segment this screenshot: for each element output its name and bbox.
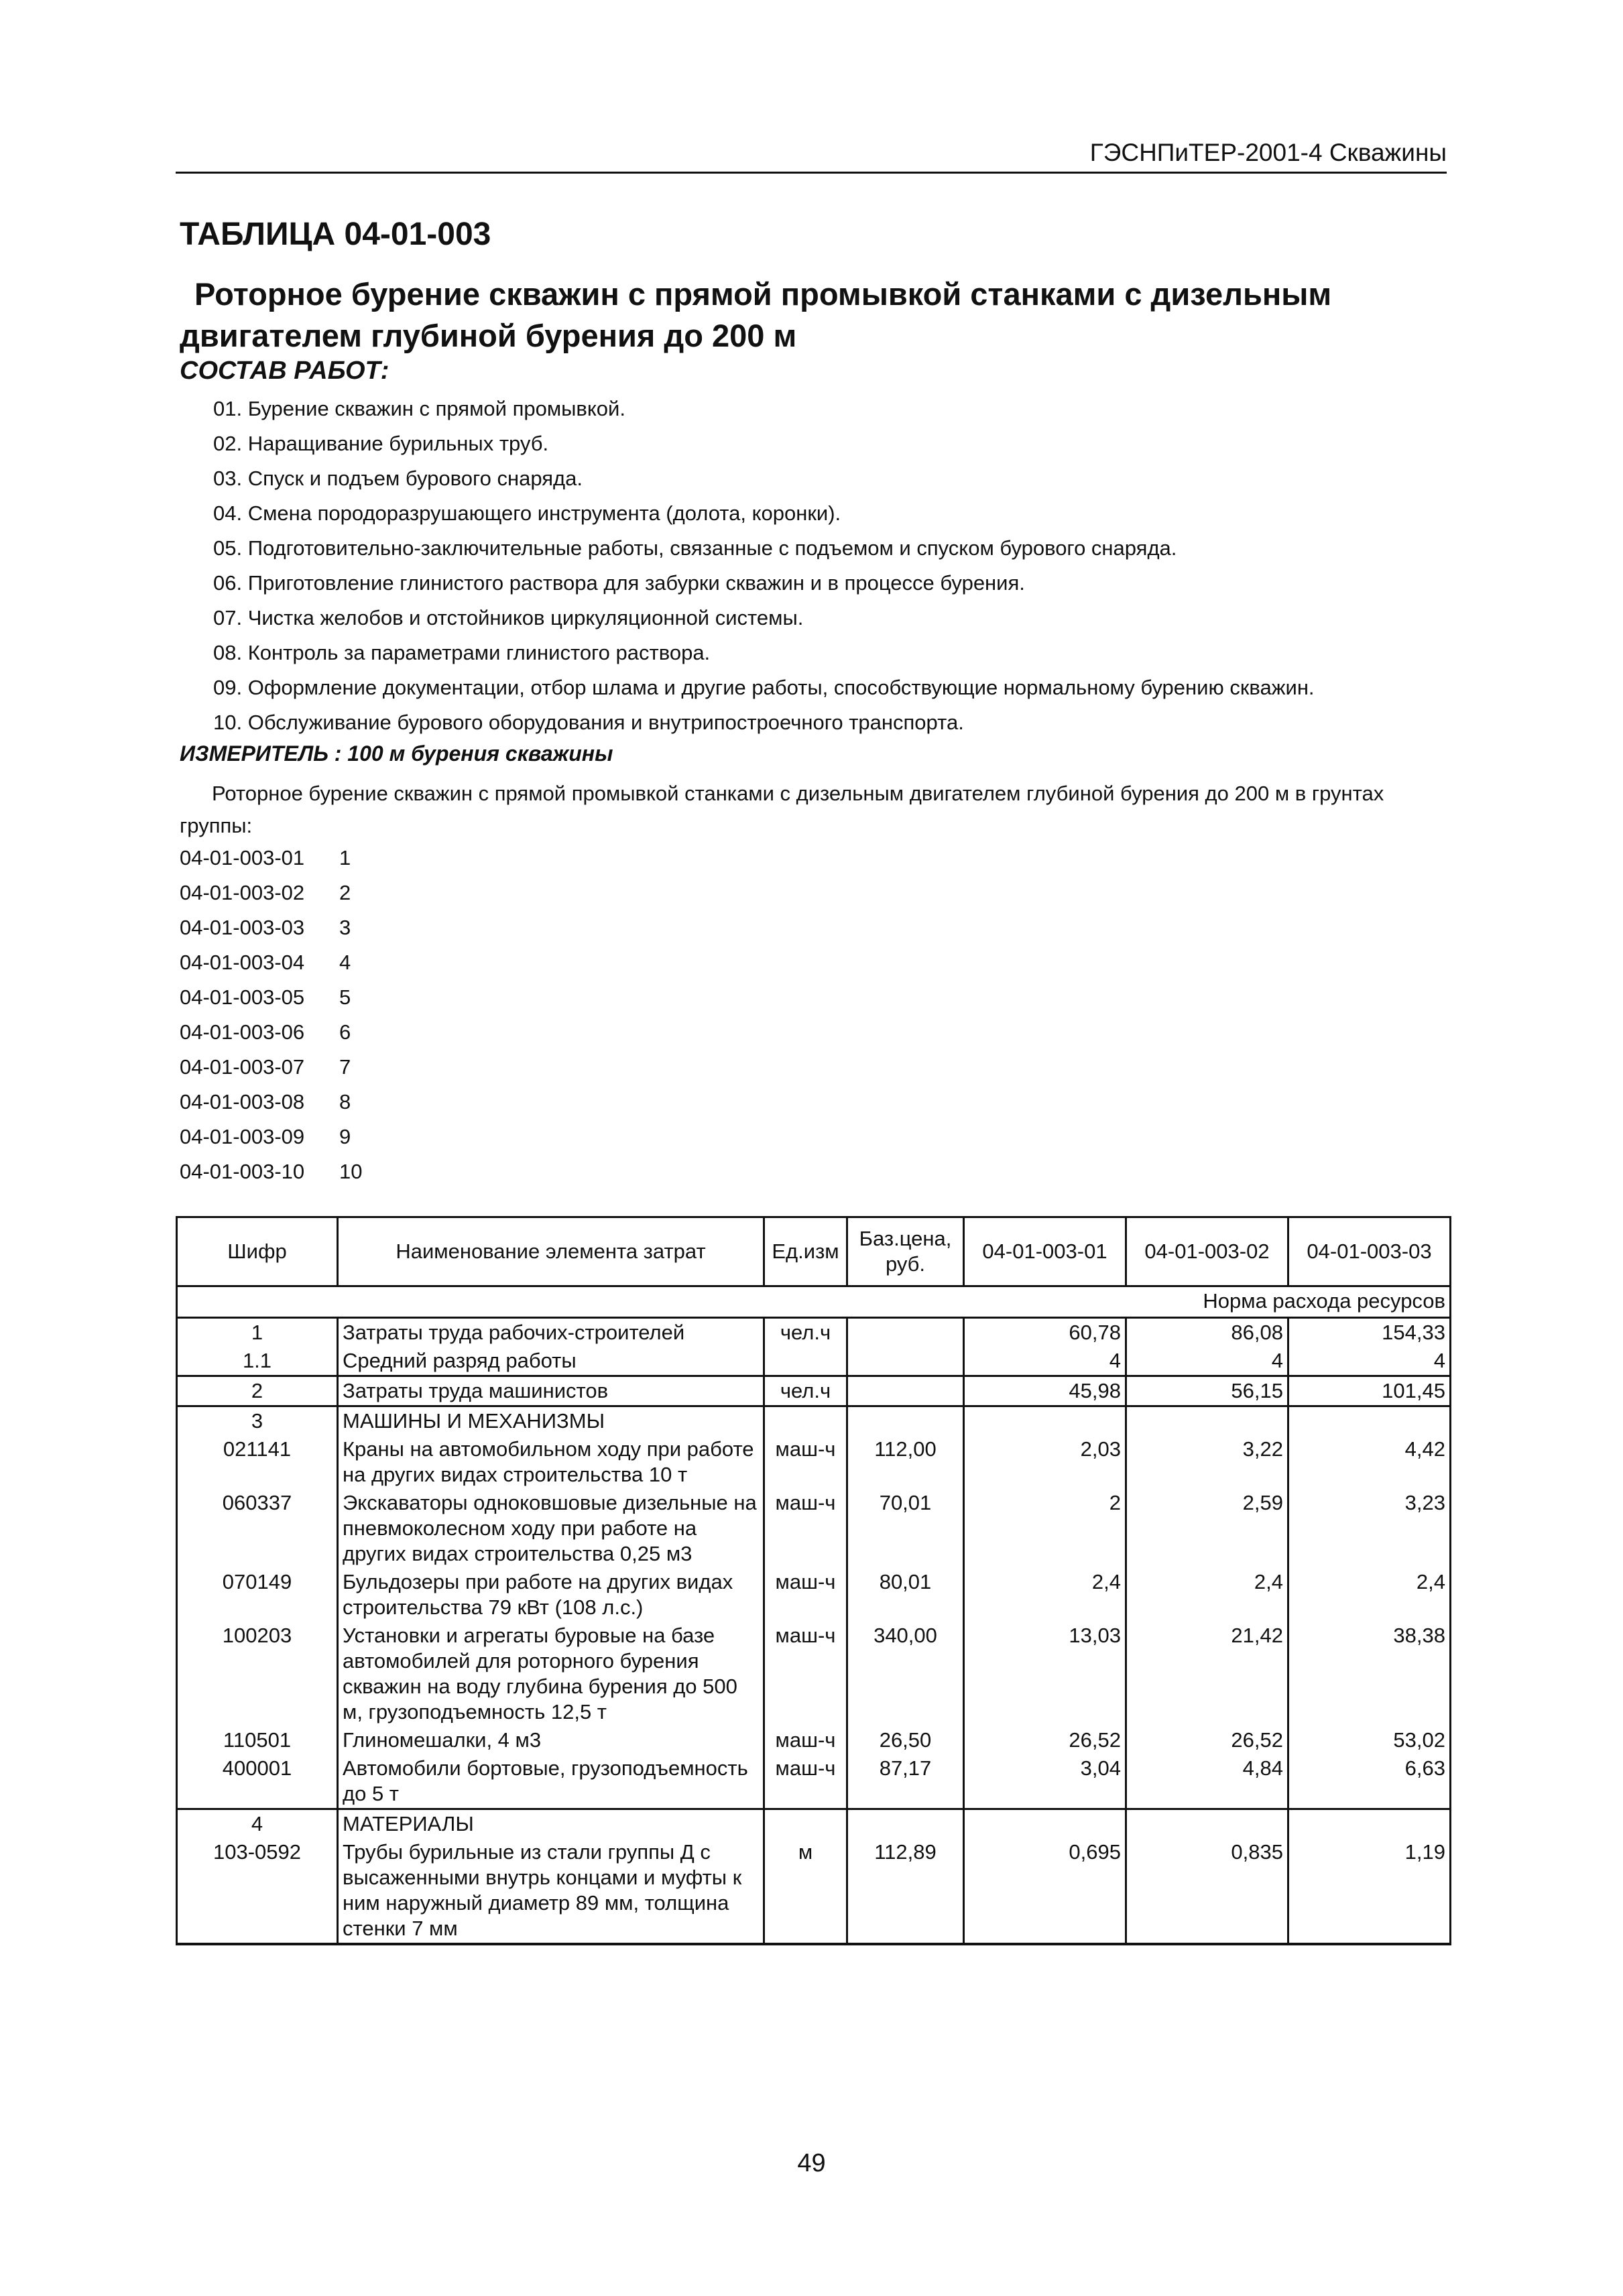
cell-value-03: 1,19 [1288, 1838, 1451, 1944]
group-code: 04-01-003-09 [180, 1125, 305, 1148]
cell-name: Бульдозеры при работе на других видах строительства 79 кВт (108 л.с.) [338, 1568, 764, 1622]
cell-price [847, 1376, 964, 1406]
header-price: Баз.цена, руб. [847, 1217, 964, 1286]
group-row [180, 1015, 362, 1050]
cell-value-03 [1288, 1809, 1451, 1839]
group-number: 2 [339, 881, 351, 904]
cell-name: Краны на автомобильном ходу при работе на других видах строительства 10 т [338, 1435, 764, 1489]
cell-value-02: 3,22 [1126, 1435, 1288, 1489]
cell-unit: маш-ч [764, 1622, 847, 1726]
table-row [177, 1568, 1451, 1622]
meter-line: ИЗМЕРИТЕЛЬ : 100 м бурения скважины [180, 741, 613, 766]
works-list [213, 391, 1315, 740]
group-number: 9 [339, 1125, 351, 1148]
cell-value-01 [964, 1406, 1126, 1436]
group-number: 7 [339, 1055, 351, 1079]
cell-value-01: 2,4 [964, 1568, 1126, 1622]
cell-unit: маш-ч [764, 1435, 847, 1489]
resources-table [176, 1216, 1451, 1945]
groups-list [180, 841, 362, 1189]
table-row [177, 1622, 1451, 1726]
cell-code: 4 [177, 1809, 338, 1839]
group-row [180, 980, 362, 1015]
group-code: 04-01-003-04 [180, 951, 305, 974]
header-col-02: 04-01-003-02 [1126, 1217, 1288, 1286]
cell-price: 112,89 [847, 1838, 964, 1944]
group-code: 04-01-003-01 [180, 846, 305, 869]
cell-value-02: 2,59 [1126, 1489, 1288, 1568]
cell-value-03: 4,42 [1288, 1435, 1451, 1489]
group-code: 04-01-003-10 [180, 1160, 305, 1183]
work-item: 08. Контроль за параметрами глинистого раствора. [213, 641, 711, 664]
cell-value-01: 26,52 [964, 1726, 1126, 1754]
header-col-03: 04-01-003-03 [1288, 1217, 1451, 1286]
group-row [180, 1085, 362, 1120]
table-title: Роторное бурение скважин с прямой промывкой станками с дизельным двигателем глубиной бурения до 200 м [180, 276, 1332, 353]
header-col-01: 04-01-003-01 [964, 1217, 1126, 1286]
cell-name: Трубы бурильные из стали группы Д с высаженными внутрь концами и муфты к ним наружный диаметр 89 мм, толщина стенки 7 мм [338, 1838, 764, 1944]
cell-value-02: 2,4 [1126, 1568, 1288, 1622]
running-header-title: ГЭСНПиТЕР-2001-4 Скважины [1089, 139, 1447, 166]
work-item: 03. Спуск и подъем бурового снаряда. [213, 467, 583, 490]
cell-price [847, 1318, 964, 1347]
table-row [177, 1838, 1451, 1944]
group-number: 3 [339, 916, 351, 939]
group-row [180, 945, 362, 980]
cell-value-01: 60,78 [964, 1318, 1126, 1347]
group-code: 04-01-003-08 [180, 1090, 305, 1113]
cell-code: 100203 [177, 1622, 338, 1726]
group-code: 04-01-003-06 [180, 1020, 305, 1044]
group-number: 5 [339, 985, 351, 1009]
norm-row [177, 1286, 1451, 1318]
table-row [177, 1435, 1451, 1489]
cell-price: 340,00 [847, 1622, 964, 1726]
work-item: 01. Бурение скважин с прямой промывкой. [213, 397, 625, 420]
cell-unit: чел.ч [764, 1376, 847, 1406]
cell-value-01: 2 [964, 1489, 1126, 1568]
group-number: 8 [339, 1090, 351, 1113]
cell-name: МАШИНЫ И МЕХАНИЗМЫ [338, 1406, 764, 1436]
cell-price [847, 1406, 964, 1436]
cell-unit: чел.ч [764, 1318, 847, 1347]
cell-code: 400001 [177, 1754, 338, 1809]
cell-value-01: 45,98 [964, 1376, 1126, 1406]
cell-value-03 [1288, 1406, 1451, 1436]
cell-code: 110501 [177, 1726, 338, 1754]
cell-code: 070149 [177, 1568, 338, 1622]
cell-value-01: 4 [964, 1347, 1126, 1376]
cell-code: 060337 [177, 1489, 338, 1568]
cell-name: Затраты труда рабочих-строителей [338, 1318, 764, 1347]
works-heading: СОСТАВ РАБОТ: [180, 357, 389, 385]
group-number: 10 [339, 1160, 363, 1183]
cell-price [847, 1809, 964, 1839]
cell-name: Средний разряд работы [338, 1347, 764, 1376]
cell-value-01: 3,04 [964, 1754, 1126, 1809]
group-number: 4 [339, 951, 351, 974]
work-item: 09. Оформление документации, отбор шлама и другие работы, способствующие нормальному бурению скважин. [213, 676, 1315, 699]
page-number: 49 [797, 2149, 826, 2177]
group-row [180, 875, 362, 910]
cell-code: 021141 [177, 1435, 338, 1489]
work-item: 02. Наращивание бурильных труб. [213, 432, 549, 455]
cell-unit: м [764, 1838, 847, 1944]
cell-value-03: 6,63 [1288, 1754, 1451, 1809]
group-number: 1 [339, 846, 351, 869]
cell-value-03: 2,4 [1288, 1568, 1451, 1622]
cell-value-02: 4 [1126, 1347, 1288, 1376]
table-row [177, 1376, 1451, 1406]
cell-value-02: 86,08 [1126, 1318, 1288, 1347]
table-row [177, 1726, 1451, 1754]
cell-value-03: 154,33 [1288, 1318, 1451, 1347]
cell-price: 70,01 [847, 1489, 964, 1568]
cell-value-03: 4 [1288, 1347, 1451, 1376]
cell-name: Установки и агрегаты буровые на базе автомобилей для роторного бурения скважин на воду глубина бурения до 500 м, грузоподъемность 12,5 т [338, 1622, 764, 1726]
table-code: ТАБЛИЦА 04-01-003 [180, 217, 491, 252]
table-row [177, 1318, 1451, 1347]
work-item: 07. Чистка желобов и отстойников циркуляционной системы. [213, 606, 804, 629]
cell-name: Глиномешалки, 4 м3 [338, 1726, 764, 1754]
intro-paragraph: Роторное бурение скважин с прямой промывкой станками с дизельным двигателем глубиной бурения до 200 м в грунтах группы: [180, 782, 1384, 837]
cell-name: Автомобили бортовые, грузоподъемность до 5 т [338, 1754, 764, 1809]
cell-unit: маш-ч [764, 1489, 847, 1568]
cell-value-03: 53,02 [1288, 1726, 1451, 1754]
cell-price: 112,00 [847, 1435, 964, 1489]
cell-code: 1 [177, 1318, 338, 1347]
cell-code: 103-0592 [177, 1838, 338, 1944]
cell-code: 1.1 [177, 1347, 338, 1376]
table-row [177, 1809, 1451, 1839]
cell-value-01: 2,03 [964, 1435, 1126, 1489]
work-item: 05. Подготовительно-заключительные работы, связанные с подъемом и спуском бурового снаряда. [213, 536, 1177, 560]
cell-price: 87,17 [847, 1754, 964, 1809]
cell-name: Экскаваторы одноковшовые дизельные на пневмоколесном ходу при работе на других видах строительства 0,25 м3 [338, 1489, 764, 1568]
cell-value-01: 0,695 [964, 1838, 1126, 1944]
group-code: 04-01-003-05 [180, 985, 305, 1009]
table-row [177, 1754, 1451, 1809]
cell-name: Затраты труда машинистов [338, 1376, 764, 1406]
cell-unit: маш-ч [764, 1754, 847, 1809]
cell-value-02 [1126, 1809, 1288, 1839]
group-code: 04-01-003-07 [180, 1055, 305, 1079]
work-item: 10. Обслуживание бурового оборудования и внутрипостроечного транспорта. [213, 711, 964, 734]
running-header [176, 138, 1447, 174]
header-code: Шифр [177, 1217, 338, 1286]
cell-value-02: 0,835 [1126, 1838, 1288, 1944]
norm-label: Норма расхода ресурсов [177, 1286, 1451, 1318]
group-code: 04-01-003-03 [180, 916, 305, 939]
cell-value-02: 4,84 [1126, 1754, 1288, 1809]
cell-unit: маш-ч [764, 1568, 847, 1622]
cell-value-01 [964, 1809, 1126, 1839]
cell-unit: маш-ч [764, 1726, 847, 1754]
cell-value-02: 56,15 [1126, 1376, 1288, 1406]
cell-unit [764, 1809, 847, 1839]
cell-price [847, 1347, 964, 1376]
group-row [180, 1050, 362, 1085]
cell-code: 2 [177, 1376, 338, 1406]
work-item: 04. Смена породоразрушающего инструмента (долота, коронки). [213, 501, 841, 525]
group-number: 6 [339, 1020, 351, 1044]
cell-value-02: 26,52 [1126, 1726, 1288, 1754]
cell-value-03: 101,45 [1288, 1376, 1451, 1406]
header-unit: Ед.изм [764, 1217, 847, 1286]
group-row [180, 1120, 362, 1154]
cell-value-03: 3,23 [1288, 1489, 1451, 1568]
group-row [180, 841, 362, 875]
cell-value-03: 38,38 [1288, 1622, 1451, 1726]
cell-unit [764, 1406, 847, 1436]
header-name: Наименование элемента затрат [338, 1217, 764, 1286]
work-item: 06. Приготовление глинистого раствора для забурки скважин и в процессе бурения. [213, 571, 1025, 595]
group-code: 04-01-003-02 [180, 881, 305, 904]
cell-price: 80,01 [847, 1568, 964, 1622]
cell-unit [764, 1347, 847, 1376]
table-row [177, 1489, 1451, 1568]
group-row [180, 910, 362, 945]
cell-value-02 [1126, 1406, 1288, 1436]
cell-value-01: 13,03 [964, 1622, 1126, 1726]
table-header-row [177, 1217, 1451, 1286]
table-row [177, 1406, 1451, 1436]
group-row [180, 1154, 362, 1189]
cell-name: МАТЕРИАЛЫ [338, 1809, 764, 1839]
table-row [177, 1347, 1451, 1376]
cell-code: 3 [177, 1406, 338, 1436]
cell-value-02: 21,42 [1126, 1622, 1288, 1726]
cell-price: 26,50 [847, 1726, 964, 1754]
